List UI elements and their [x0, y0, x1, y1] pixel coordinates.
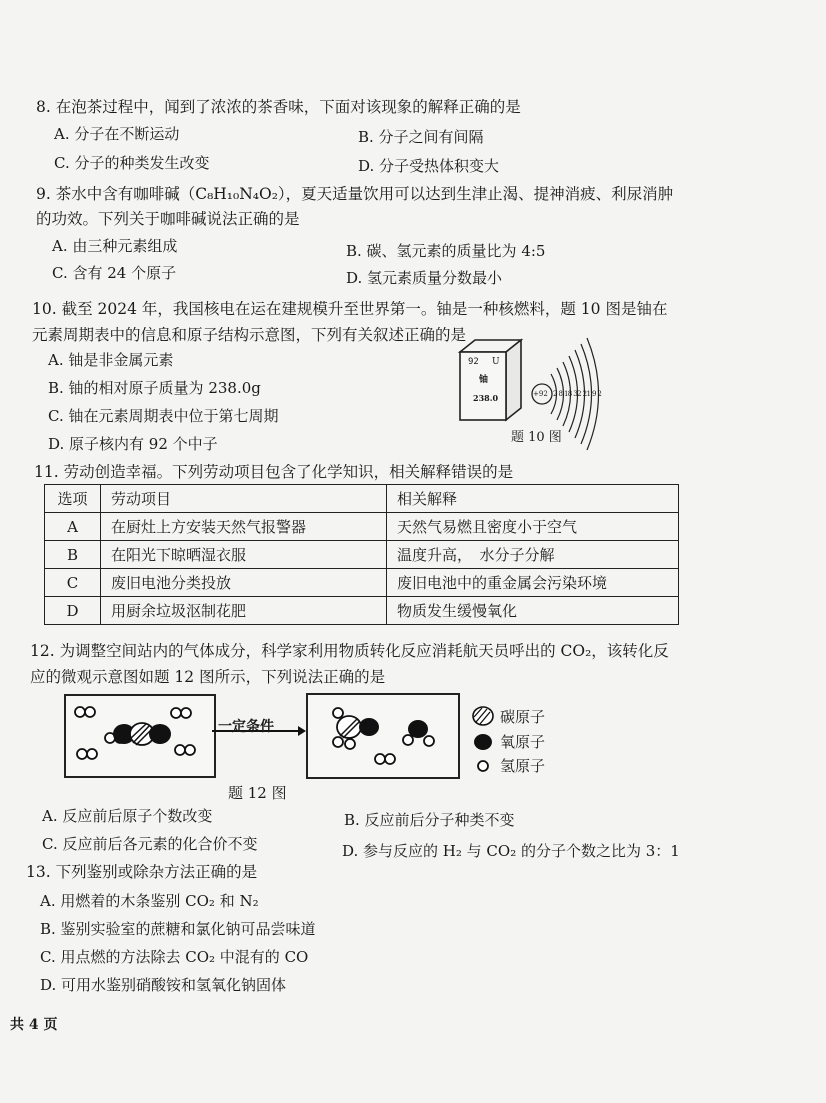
figure-12-caption: 题 12 图: [228, 784, 287, 802]
q8-option-c: C. 分子的种类发生改变: [54, 154, 210, 172]
legend-symbols: [470, 706, 496, 776]
row-project: 废旧电池分类投放: [101, 569, 387, 597]
q9-stem-line1: 9. 茶水中含有咖啡碱（C₈H₁₀N₄O₂），夏天适量饮用可以达到生津止渴、提神消疲、利尿消肿: [36, 185, 674, 203]
q13-option-b: B. 鉴别实验室的蔗糖和氯化钠可品尝味道: [40, 920, 316, 938]
reactant-molecules: [66, 696, 214, 776]
q10-stem-line1: 10. 截至 2024 年，我国核电在运在建规模升至世界第一。铀是一种核燃料，题 10 图是铀在: [32, 300, 668, 318]
row-explanation: 天然气易燃且密度小于空气: [387, 513, 679, 541]
row-explanation: 温度升高， 水分子分解: [387, 541, 679, 569]
nucleus-charge: +92: [533, 390, 548, 398]
header-option: 选项: [45, 485, 101, 513]
q12-stem-line1: 12. 为调整空间站内的气体成分，科学家利用物质转化反应消耗航天员呼出的 CO₂，该转化反: [30, 642, 669, 660]
page-count-footer: 共 4 页: [10, 1017, 58, 1033]
table-header-row: [45, 485, 679, 513]
q10-option-d: D. 原子核内有 92 个中子: [48, 435, 218, 453]
legend-oxygen: 氧原子: [500, 733, 546, 751]
row-explanation: 物质发生缓慢氧化: [387, 597, 679, 625]
q9-option-c: C. 含有 24 个原子: [52, 264, 177, 282]
element-name: 铀: [479, 375, 489, 385]
row-project: 在阳光下晾晒湿衣服: [101, 541, 387, 569]
element-mass: 238.0: [473, 393, 499, 403]
row-option: D: [45, 597, 101, 625]
row-option: A: [45, 513, 101, 541]
q12-option-b: B. 反应前后分子种类不变: [344, 811, 515, 829]
products-box: [306, 693, 460, 779]
table-row: [45, 541, 679, 569]
q8-option-d: D. 分子受热体积变大: [358, 157, 500, 175]
electron-shells: 2 8 18 32 21 9 2: [553, 390, 602, 398]
q11-stem: 11. 劳动创造幸福。下列劳动项目包含了化学知识，相关解释错误的是: [34, 463, 514, 481]
q10-option-a: A. 铀是非金属元素: [48, 351, 174, 369]
q12-stem-line2: 应的微观示意图如题 12 图所示，下列说法正确的是: [30, 668, 386, 686]
q13-option-d: D. 可用水鉴别硝酸铵和氢氧化钠固体: [40, 976, 287, 994]
legend-carbon: 碳原子: [500, 708, 546, 726]
figure-10-caption: 题 10 图: [511, 430, 562, 445]
row-project: 用厨余垃圾沤制花肥: [101, 597, 387, 625]
reaction-condition: 一定条件: [218, 719, 274, 735]
q13-option-a: A. 用燃着的木条鉴别 CO₂ 和 N₂: [40, 892, 259, 910]
product-molecules: [308, 695, 458, 777]
q9-option-d: D. 氢元素质量分数最小: [346, 269, 503, 287]
table-row: [45, 597, 679, 625]
row-option: C: [45, 569, 101, 597]
q9-option-a: A. 由三种元素组成: [52, 237, 178, 255]
q9-option-b: B. 碳、氢元素的质量比为 4:5: [346, 242, 546, 260]
header-explanation: 相关解释: [387, 485, 679, 513]
element-symbol: U: [492, 357, 500, 367]
row-project: 在厨灶上方安装天然气报警器: [101, 513, 387, 541]
legend-hydrogen: 氢原子: [500, 757, 546, 775]
q12-option-c: C. 反应前后各元素的化合价不变: [42, 835, 258, 853]
q10-option-c: C. 铀在元素周期表中位于第七周期: [48, 407, 279, 425]
table-row: [45, 513, 679, 541]
header-project: 劳动项目: [101, 485, 387, 513]
row-explanation: 废旧电池中的重金属会污染环境: [387, 569, 679, 597]
q12-option-d: D. 参与反应的 H₂ 与 CO₂ 的分子个数之比为 3：1: [342, 842, 680, 860]
q8-stem: 8. 在泡茶过程中，闻到了浓浓的茶香味，下面对该现象的解释正确的是: [36, 98, 521, 116]
q12-option-a: A. 反应前后原子个数改变: [42, 807, 213, 825]
q8-option-b: B. 分子之间有间隔: [358, 128, 484, 146]
row-option: B: [45, 541, 101, 569]
q10-option-b: B. 铀的相对原子质量为 238.0g: [48, 379, 261, 397]
q8-option-a: A. 分子在不断运动: [54, 125, 180, 143]
q10-stem-line2: 元素周期表中的信息和原子结构示意图，下列有关叙述正确的是: [32, 326, 467, 344]
table-row: [45, 569, 679, 597]
reactants-box: [64, 694, 216, 778]
q13-stem: 13. 下列鉴别或除杂方法正确的是: [26, 863, 258, 881]
q9-stem-line2: 的功效。下列关于咖啡碱说法正确的是: [36, 210, 300, 228]
q13-option-c: C. 用点燃的方法除去 CO₂ 中混有的 CO: [40, 948, 309, 966]
element-number: 92: [468, 357, 479, 367]
labor-table: [44, 484, 679, 625]
